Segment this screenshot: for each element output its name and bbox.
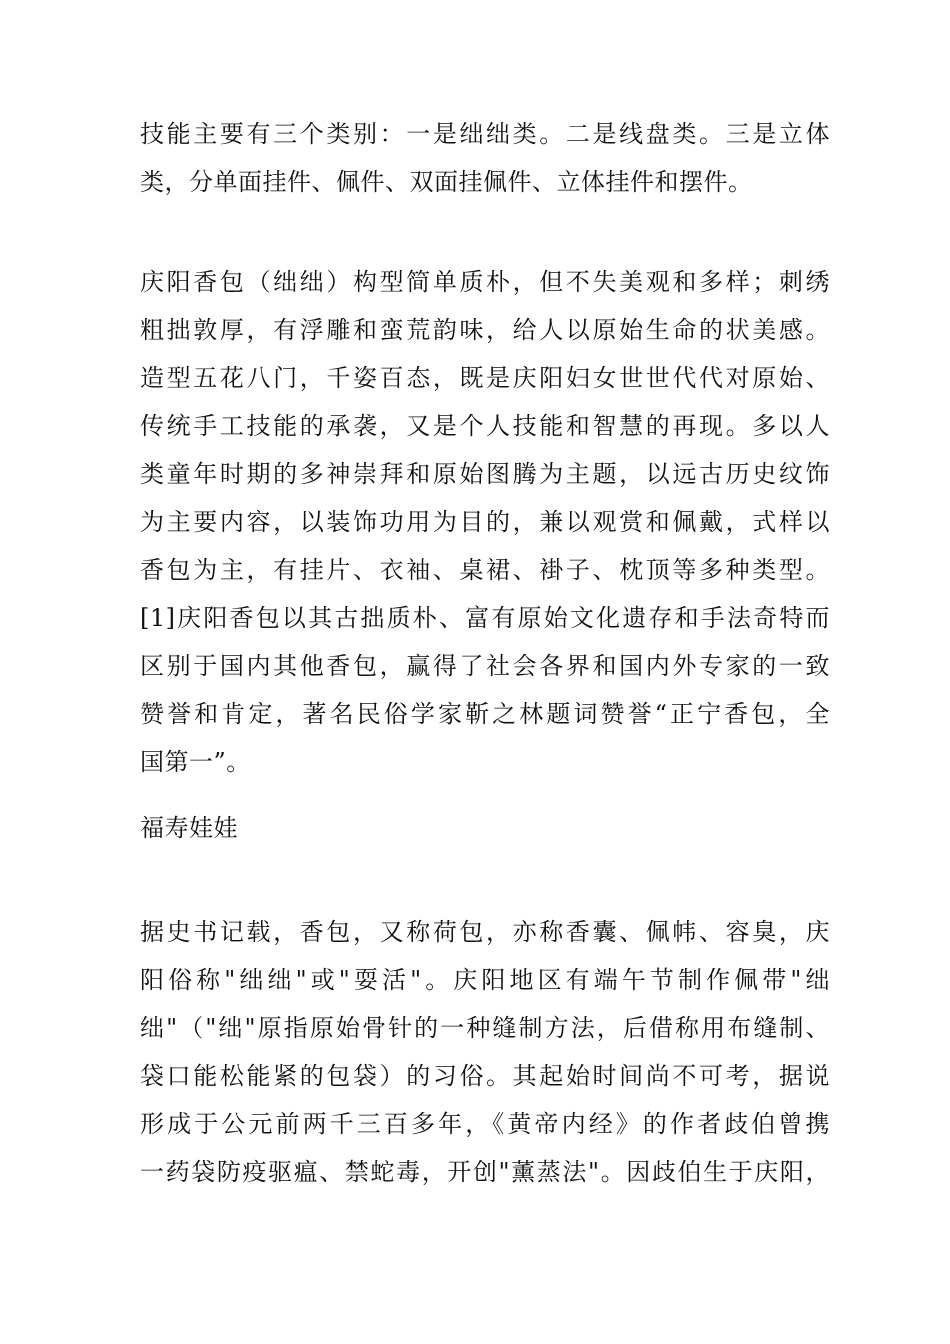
text-line: 国第一”。 — [140, 748, 251, 776]
text-line: 技能主要有三个类别：一是绌绌类。二是线盘类。三是立体 — [140, 120, 830, 148]
text-line: 据史书记载，香包，又称荷包，亦称香囊、佩帏、容臭，庆 — [140, 918, 830, 946]
text-line: 阳俗称"绌绌"或"耍活"。庆阳地区有端午节制作佩带"绌 — [140, 966, 830, 994]
text-line: 香包为主，有挂片、衣袖、桌裙、褂子、枕顶等多种类型。 — [140, 556, 830, 584]
text-line: 形成于公元前两千三百多年，《黄帝内经》的作者歧伯曾携 — [140, 1110, 830, 1138]
heading-text: 福寿娃娃 — [140, 814, 238, 842]
text-line: 类童年时期的多神崇拜和原始图腾为主题，以远古历史纹饰 — [140, 460, 830, 488]
text-line: 为主要内容，以装饰功用为目的，兼以观赏和佩戴，式样以 — [140, 508, 830, 536]
text-line: 传统手工技能的承袭，又是个人技能和智慧的再现。多以人 — [140, 412, 830, 440]
text-line: 一药袋防疫驱瘟、禁蛇毒，开创"薰蒸法"。因歧伯生于庆阳， — [140, 1158, 830, 1186]
text-line: 类，分单面挂件、佩件、双面挂佩件、立体挂件和摆件。 — [140, 168, 753, 196]
paragraph-sachet-description — [140, 258, 830, 786]
text-line: 造型五花八门，千姿百态，既是庆阳妇女世世代代对原始、 — [140, 364, 830, 392]
text-line: 区别于国内其他香包，赢得了社会各界和国内外专家的一致 — [140, 652, 830, 680]
text-line: 绌"（"绌"原指原始骨针的一种缝制方法，后借称用布缝制、 — [140, 1014, 830, 1042]
text-line: 庆阳香包（绌绌）构型简单质朴，但不失美观和多样；刺绣 — [140, 268, 830, 296]
text-line: 赞誉和肯定，著名民俗学家靳之林题词赞誉“正宁香包，全 — [140, 700, 830, 728]
section-heading-fushou-wawa — [140, 804, 830, 852]
text-line: 袋口能松能紧的包袋）的习俗。其起始时间尚不可考，据说 — [140, 1062, 830, 1090]
text-line: 粗拙敦厚，有浮雕和蛮荒韵味，给人以原始生命的状美感。 — [140, 316, 830, 344]
paragraph-history — [140, 908, 830, 1196]
paragraph-craft-categories — [140, 110, 830, 206]
text-line: [1]庆阳香包以其古拙质朴、富有原始文化遗存和手法奇特而 — [140, 604, 830, 632]
